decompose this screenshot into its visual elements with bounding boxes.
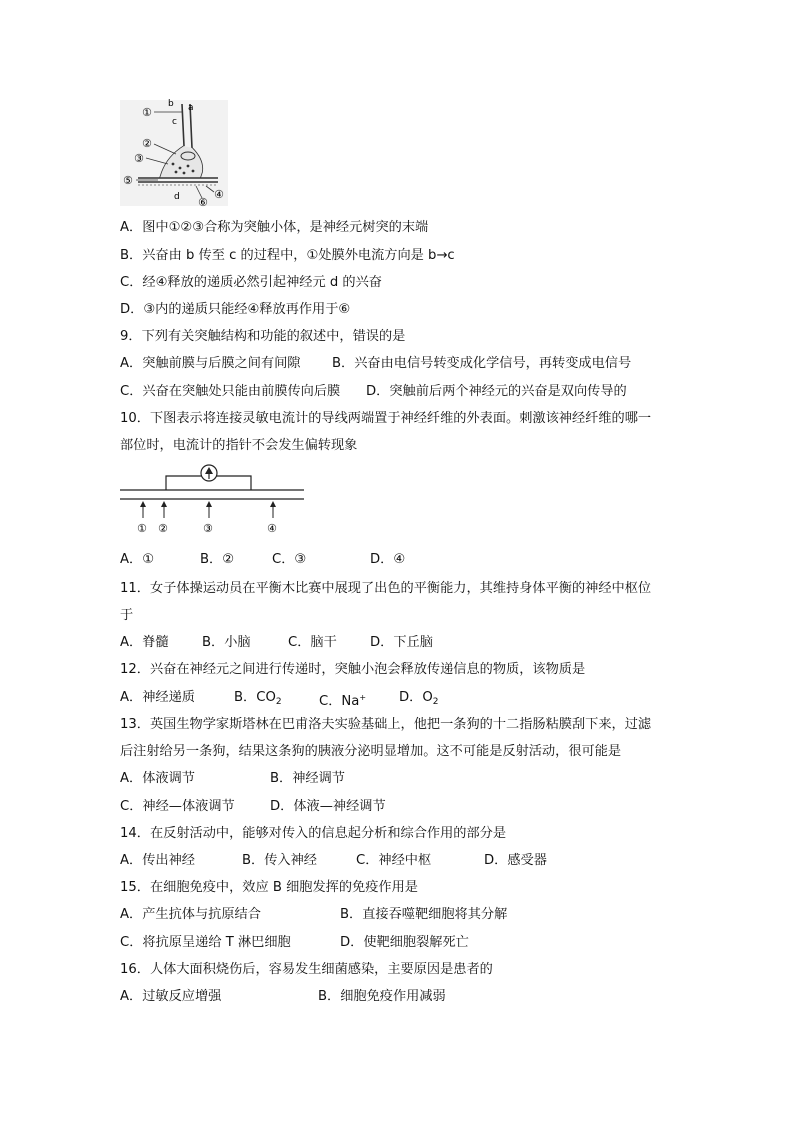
q12-option-a: A．神经递质: [120, 690, 195, 705]
fig1-label-c: c: [172, 117, 177, 127]
q13-stem-line1: 13．英国生物学家斯塔林在巴甫洛夫实验基础上，他把一条狗的十二指肠粘膜刮下来，过滤: [120, 717, 652, 732]
fig2-label-4: ④: [267, 522, 277, 535]
fig1-label-6: ⑥: [198, 196, 208, 208]
q12-option-c: C．Na+: [319, 693, 367, 709]
q12-stem: 12．兴奋在神经元之间进行传递时，突触小泡会释放传递信息的物质，该物质是: [120, 662, 586, 677]
q13-stem-line2: 后注射给另一条狗，结果这条狗的胰液分泌明显增加。这不可能是反射活动，很可能是: [120, 744, 622, 759]
q10-option-a: A．①: [120, 552, 155, 567]
fig1-label-4: ④: [214, 188, 224, 201]
q8-option-c: C．经④释放的递质必然引起神经元 d 的兴奋: [120, 275, 382, 290]
q12-option-d: D．$O_2$: [399, 690, 439, 707]
q9-stem: 9．下列有关突触结构和功能的叙述中，错误的是: [120, 329, 406, 344]
q10-option-c: C．③: [272, 552, 307, 567]
q14-stem: 14．在反射活动中，能够对传入的信息起分析和综合作用的部分是: [120, 826, 507, 841]
q8-option-a: A．图中①②③合称为突触小体，是神经元树突的末端: [120, 220, 429, 235]
q16-option-b: B．细胞免疫作用减弱: [318, 989, 446, 1004]
q9-option-c: C．兴奋在突触处只能由前膜传向后膜: [120, 384, 341, 399]
q15-option-b: B．直接吞噬靶细胞将其分解: [340, 907, 508, 922]
fig1-label-5: ⑤: [123, 174, 133, 187]
q15-stem: 15．在细胞免疫中，效应 B 细胞发挥的免疫作用是: [120, 880, 418, 895]
fig1-label-a: a: [188, 103, 194, 113]
galvanometer-figure: [118, 462, 308, 540]
q16-stem: 16．人体大面积烧伤后，容易发生细菌感染，主要原因是患者的: [120, 962, 493, 977]
q10-stem-line2: 部位时，电流计的指针不会发生偏转现象: [120, 438, 358, 453]
q9-option-b: B．兴奋由电信号转变成化学信号，再转变成电信号: [332, 356, 632, 371]
q11-option-b: B．小脑: [202, 635, 251, 650]
q9-option-a: A．突触前膜与后膜之间有间隙: [120, 356, 301, 371]
q13-option-d: D．体液—神经调节: [270, 799, 386, 814]
q10-option-b: B．②: [200, 552, 235, 567]
fig1-label-d: d: [174, 192, 180, 202]
fig2-label-1: ①: [137, 522, 147, 535]
q11-option-a: A．脊髓: [120, 635, 169, 650]
q15-option-a: A．产生抗体与抗原结合: [120, 907, 261, 922]
fig1-label-3: ③: [134, 152, 144, 165]
q13-option-b: B．神经调节: [270, 771, 345, 786]
q8-option-b: B．兴奋由 b 传至 c 的过程中，①处膜外电流方向是 b→c: [120, 248, 455, 263]
q11-stem-line2: 于: [120, 608, 134, 623]
q11-option-d: D．下丘脑: [370, 635, 433, 650]
q13-option-c: C．神经—体液调节: [120, 799, 235, 814]
fig1-label-2: ②: [142, 137, 152, 150]
q15-option-c: C．将抗原呈递给 T 淋巴细胞: [120, 935, 291, 950]
fig2-label-2: ②: [158, 522, 168, 535]
fig1-label-1: ①: [142, 106, 152, 119]
q15-option-d: D．使靶细胞裂解死亡: [340, 935, 469, 950]
q10-stem-line1: 10．下图表示将连接灵敏电流计的导线两端置于神经纤维的外表面。刺激该神经纤维的哪一: [120, 411, 652, 426]
q14-option-b: B．传入神经: [242, 853, 317, 868]
q11-stem-line1: 11．女子体操运动员在平衡木比赛中展现了出色的平衡能力，其维持身体平衡的神经中枢位: [120, 581, 652, 596]
q14-option-a: A．传出神经: [120, 853, 195, 868]
q8-option-d: D．③内的递质只能经④释放再作用于⑥: [120, 302, 351, 317]
q14-option-c: C．神经中枢: [356, 853, 432, 868]
fig1-label-b: b: [168, 99, 174, 109]
q12-option-b: B．$CO_2$: [234, 690, 282, 707]
q14-option-d: D．感受器: [484, 853, 547, 868]
fig2-label-3: ③: [203, 522, 213, 535]
q11-option-c: C．脑干: [288, 635, 337, 650]
q16-option-a: A．过敏反应增强: [120, 989, 222, 1004]
q10-option-d: D．④: [370, 552, 406, 567]
synapse-figure: [118, 98, 230, 208]
q13-option-a: A．体液调节: [120, 771, 195, 786]
q9-option-d: D．突触前后两个神经元的兴奋是双向传导的: [366, 384, 627, 399]
